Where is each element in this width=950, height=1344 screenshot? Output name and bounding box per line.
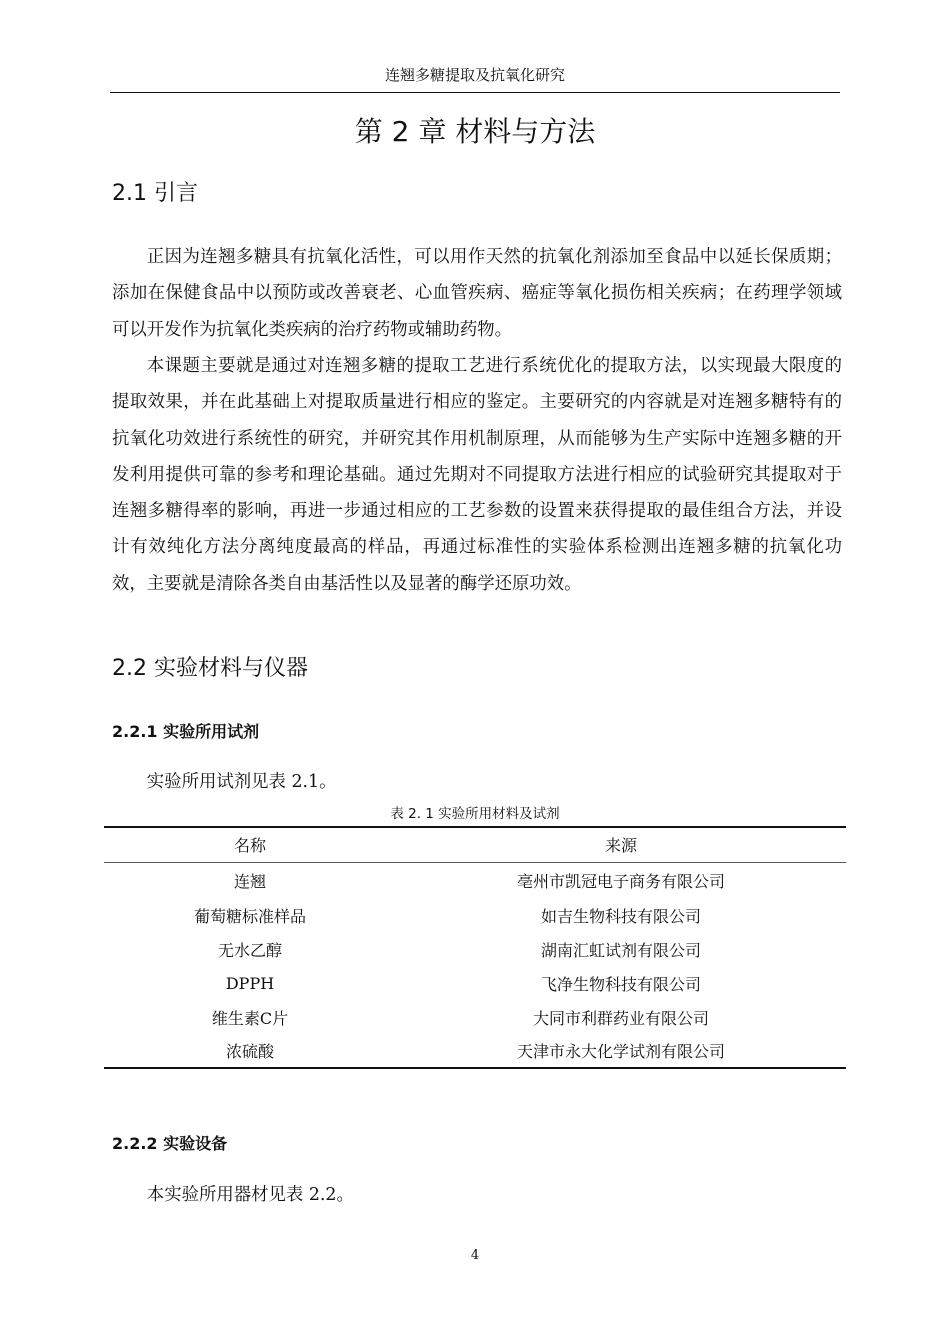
table-cell-source: 湖南汇虹试剂有限公司	[540, 940, 701, 960]
running-header: 连翘多糖提取及抗氧化研究	[384, 66, 565, 84]
table-cell-source: 亳州市凯冠电子商务有限公司	[516, 871, 725, 891]
table-row	[104, 1000, 846, 1034]
column-header-source: 来源	[396, 827, 846, 862]
table-cell-source: 天津市永大化学试剂有限公司	[396, 1034, 846, 1068]
paragraph-intro-2: 本课题主要就是通过对连翘多糖的提取工艺进行系统优化的提取方法，以实现最大限度的提取效果，并在此基础上对提取质量进行相应的鉴定。主要研究的内容就是对连翘多糖特有的抗氧化功效进行系统性的研究，并研究其作用机制原理，从而能够为生产实际中连翘多糖的开发利用提供可靠的参考和理论基础。通过先期对不同提取方法进行相应的试验研究其提取对于连翘多糖得率的影响，再进一步通过相应的工艺参数的设置来获得提取的最佳组合方法，并设计有效纯化方法分离纯度最高的样品，再通过标准性的实验体系检测出连翘多糖的抗氧化功效，主要就是清除各类自由基活性以及显著的酶学还原功效。	[112, 356, 842, 594]
table-cell-name: 维生素C片	[211, 1008, 289, 1028]
section-heading-2-1: 2.1 引言	[112, 181, 198, 206]
table-row	[104, 966, 846, 1000]
table-cell-name: 葡萄糖标准样品	[193, 906, 306, 926]
table-cell-source: 大同市利群药业有限公司	[532, 1008, 709, 1028]
table-caption: 表 2. 1 实验所用材料及试剂	[390, 806, 560, 822]
paragraph-reagents-ref: 实验所用试剂见表 2.1。	[146, 772, 337, 792]
chapter-title: 第 2 章 材料与方法	[354, 115, 596, 148]
header-rule	[110, 92, 840, 93]
subsection-heading-2-2-2: 2.2.2 实验设备	[112, 1134, 228, 1153]
table-cell-source: 飞净生物科技有限公司	[540, 974, 701, 994]
table-row	[104, 898, 846, 932]
table-row	[104, 1034, 846, 1068]
table-row	[104, 932, 846, 966]
table-cell-name: 连翘	[233, 871, 266, 891]
paragraph-intro-1: 正因为连翘多糖具有抗氧化活性，可以用作天然的抗氧化剂添加至食品中以延长保质期；添加在保健食品中以预防或改善衰老、心血管疾病、癌症等氧化损伤相关疾病；在药理学领域可以开发作为抗氧化类疾病的治疗药物或辅助药物。	[112, 247, 842, 340]
table-row	[104, 862, 846, 898]
column-header-name: 名称	[104, 827, 396, 862]
page-number: 4	[470, 1248, 480, 1263]
subsection-heading-2-2-1: 2.2.1 实验所用试剂	[112, 722, 260, 741]
table-header-row	[104, 827, 846, 862]
paragraph-equipment-ref: 本实验所用器材见表 2.2。	[146, 1185, 354, 1205]
table-cell-source: 如吉生物科技有限公司	[540, 906, 701, 926]
table-cell-name: DPPH	[225, 973, 275, 993]
table-cell-name: 无水乙醇	[217, 940, 282, 960]
table-cell-name: 浓硫酸	[104, 1034, 396, 1068]
section-heading-2-2: 2.2 实验材料与仪器	[112, 656, 308, 681]
reagents-table	[104, 826, 846, 1069]
